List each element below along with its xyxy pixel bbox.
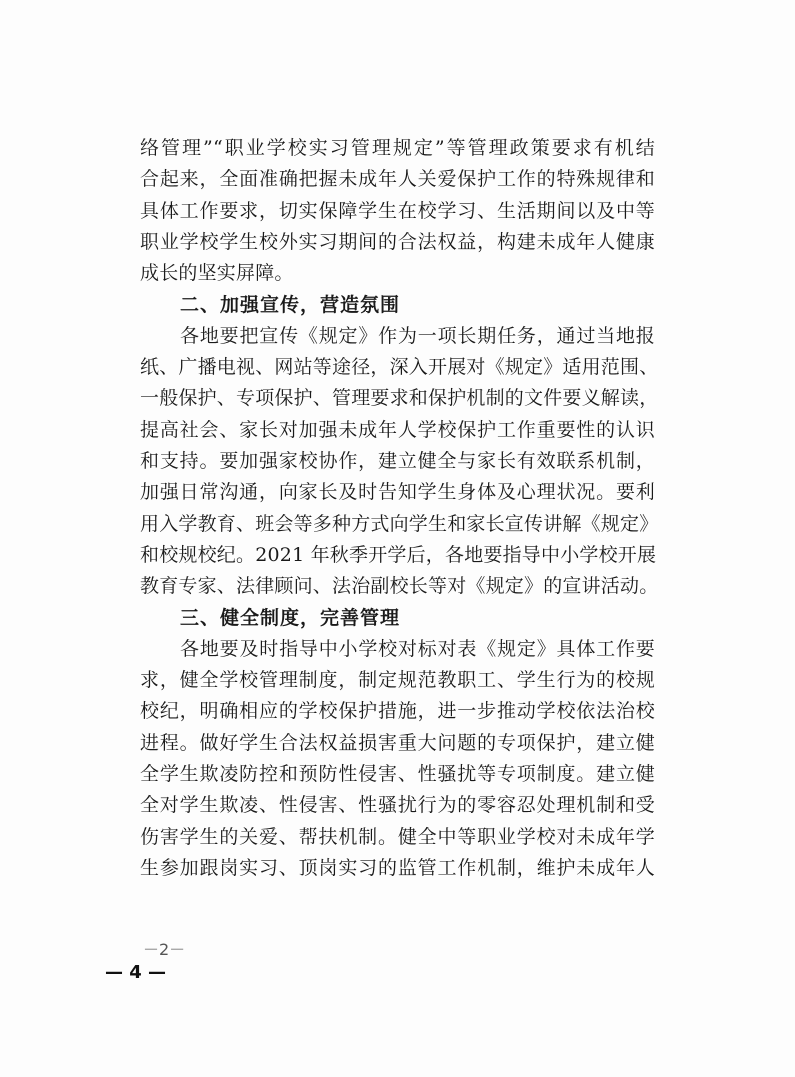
section2-line-5: 和支持。要加强家校协作，建立健全与家长有效联系机制，: [140, 450, 655, 472]
section2-line-4: 提高社会、家长对加强未成年人学校保护工作重要性的认识: [140, 418, 655, 441]
section2-heading: 二、加强宣传，营造氛围: [180, 293, 401, 316]
section3-heading: 三、健全制度，完善管理: [180, 606, 401, 629]
section2-line-2: 纸、广播电视、网站等途径，深入开展对《规定》适用范围、: [140, 356, 659, 379]
paragraph1-line-3: 具体工作要求，切实保障学生在校学习、生活期间以及中等: [140, 199, 655, 222]
section3-line-6: 全对学生欺凌、性侵害、性骚扰行为的零容忍处理机制和受: [140, 794, 655, 817]
page-number-outer: — 4 —: [105, 962, 167, 983]
section3-line-8: 生参加跟岗实习、顶岗实习的监管工作机制，维护未成年人: [140, 856, 655, 879]
section3-line-7: 伤害学生的关爱、帮扶机制。健全中等职业学校对未成年学: [140, 825, 655, 848]
section2-line-8: 和校规校纪。2021 年秋季开学后，各地要指导中小学校开展: [140, 543, 657, 566]
paragraph1-line-5: 成长的坚实屏障。: [140, 262, 294, 285]
page-number-inner: －2－: [143, 940, 186, 959]
paragraph1-line-1: 络管理”“职业学校实习管理规定”等管理政策要求有机结: [140, 137, 655, 159]
section2-line-7: 用入学教育、班会等多种方式向学生和家长宣传讲解《规定》: [140, 512, 659, 535]
section2-line-6: 加强日常沟通，向家长及时告知学生身体及心理状况。要利: [140, 481, 655, 504]
section3-line-3: 校纪，明确相应的学校保护措施，进一步推动学校依法治校: [140, 700, 655, 723]
section3-line-1: 各地要及时指导中小学校对标对表《规定》具体工作要: [180, 637, 655, 660]
paragraph1-line-2: 合起来，全面准确把握未成年人关爱保护工作的特殊规律和: [140, 168, 655, 191]
section3-line-4: 进程。做好学生合法权益损害重大问题的专项保护，建立健: [140, 731, 655, 754]
section2-line-1: 各地要把宣传《规定》作为一项长期任务，通过当地报: [180, 324, 655, 347]
section3-line-5: 全学生欺凌防控和预防性侵害、性骚扰等专项制度。建立健: [140, 763, 655, 785]
section2-line-3: 一般保护、专项保护、管理要求和保护机制的文件要义解读，: [140, 387, 659, 410]
section3-line-2: 求，健全学校管理制度，制定规范教职工、学生行为的校规: [140, 669, 655, 692]
section2-line-9: 教育专家、法律顾问、法治副校长等对《规定》的宣讲活动。: [140, 575, 659, 598]
paragraph1-line-4: 职业学校学生校外实习期间的合法权益，构建未成年人健康: [140, 230, 655, 253]
